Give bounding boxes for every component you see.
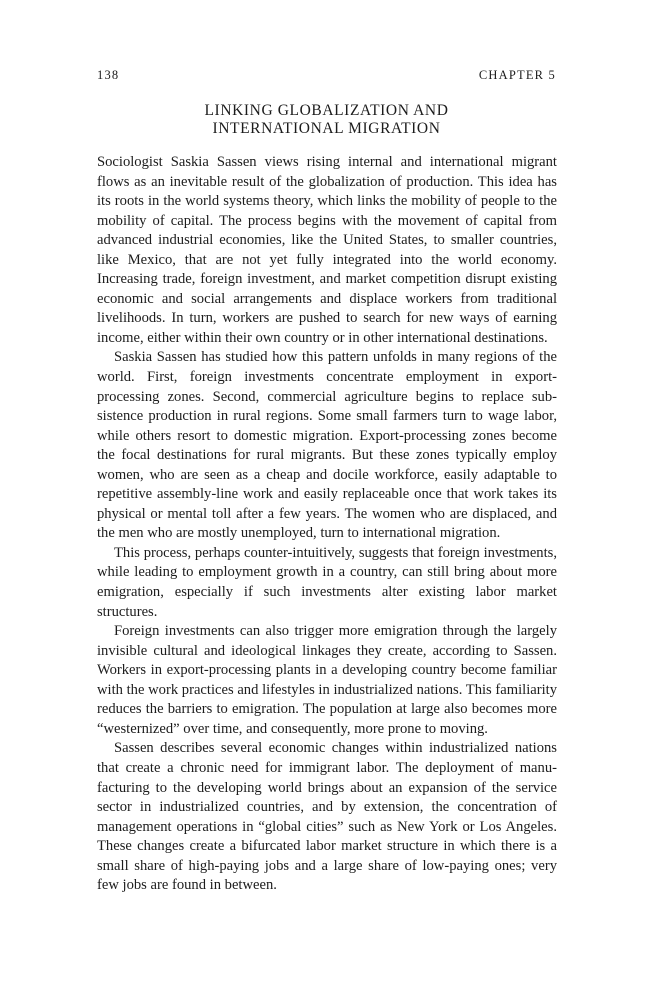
paragraph-4: Foreign investments can also trigger more emigration through the largely invisible cultural and ideological linkages they create, according to Sassen. Workers in export-processing plants in a developing country become familiar with the work practices and lifestyles in industrialized nations. This familiarity reduces the barriers to emigration. The population at large also becomes more “westernized” over time, and consequently, more prone to moving. xyxy=(97,623,557,737)
body-text xyxy=(97,153,557,896)
section-title-line-1: LINKING GLOBALIZATION AND xyxy=(204,102,449,119)
section-title xyxy=(97,102,556,138)
page-number: 138 xyxy=(97,68,120,82)
paragraph-5: Sassen describes several economic changes within industrialized nations that create a chronic need for immigrant labor. The deployment of manufacturing to the developing world brings about an expansion of the service sector in industrialized countries, and by extension, the concentration of management operations in “global cities” such as New York or Los Angeles. These changes create a bifurcated labor market structure in which there is a small share of high-paying jobs and a large share of low-paying ones; very few jobs are found in between. xyxy=(97,740,557,894)
running-head xyxy=(97,68,556,86)
section-title-line-2: INTERNATIONAL MIGRATION xyxy=(212,120,441,137)
paragraph-3: This process, perhaps counter-intuitively, suggests that foreign investments, while leading to employment growth in a country, can still bring about more emigration, especially if such investments alter existing labor market structures. xyxy=(97,544,557,620)
chapter-label: CHAPTER 5 xyxy=(478,68,556,82)
paragraph-2: Saskia Sassen has studied how this pattern unfolds in many regions of the world. First, foreign investments concentrate employment in export-processing zones. Second, commercial agriculture begins to replace subsistence production in rural regions. Some small farmers turn to wage labor, while others resort to domestic migration. Export-processing zones become the focal destinations for rural migrants. But these zones typically employ women, who are seen as a cheap and docile workforce, easily adaptable to repetitive assembly-line work and easily replaceable once that work takes its physical or mental toll after a few years. The women who are displaced, and the men who are mostly unemployed, turn to international migration. xyxy=(97,349,557,542)
paragraph-1: Sociologist Saskia Sassen views rising internal and international migrant flows as an inevitable result of the globalization of production. This idea has its roots in the world systems theory, which links the mobility of people to the mobility of capital. The process begins with the movement of capital from advanced industrial economies, like the United States, to smaller countries, like Mexico, that are not yet fully integrated into the world economy. Increasing trade, foreign investment, and market competition disrupt existing economic and social arrangements and displace workers from traditional livelihoods. In turn, workers are pushed to search for new ways of earning income, either within their own country or in other international destinations. xyxy=(97,154,557,346)
